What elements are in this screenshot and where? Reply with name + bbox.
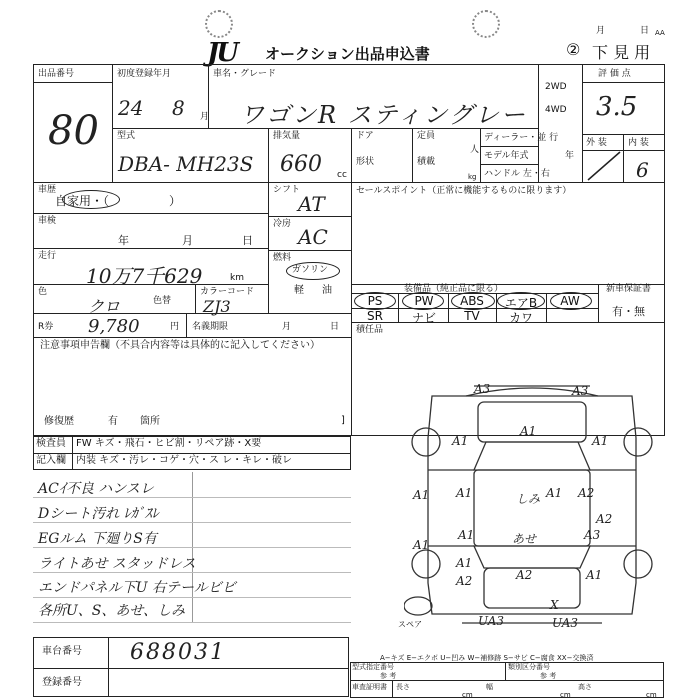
mileage-value: 10万7千629 <box>86 264 203 288</box>
cert-label: 車査証明書 <box>352 683 387 691</box>
shaken-day-unit: 日 <box>242 234 253 247</box>
handle-label: ハンドル 左・右 <box>484 169 550 179</box>
ac-value: AC <box>298 225 328 249</box>
shift-label: シフト <box>273 185 301 195</box>
type-value: DBA- MH23S <box>118 152 254 176</box>
year-unit: 年 <box>565 151 575 161</box>
model-grade-label: 車名・グレード <box>213 69 277 79</box>
color-code-label: カラーコード <box>200 287 255 297</box>
lot-number-value: 80 <box>48 108 99 154</box>
first-reg-label: 初度登録年月 <box>117 69 172 79</box>
model-grade-value: ワゴンR スティングレー <box>240 101 527 129</box>
dmg-mark-21: UA3 <box>552 616 579 630</box>
rating-label: 評 価 点 <box>598 69 631 79</box>
chassis-value: 688031 <box>130 640 226 665</box>
form-title: オークション出品申込書 <box>265 45 430 63</box>
category-ref: 参 考 <box>540 672 557 680</box>
contract-month: 月 <box>282 322 292 332</box>
dmg-mark-4: A1 <box>520 424 537 438</box>
equip-navi: ナビ <box>411 311 436 325</box>
dmg-mark-3: A1 <box>452 434 469 448</box>
color-label: 色 <box>38 287 48 297</box>
repair-has: 有 <box>108 416 118 427</box>
length-cm: cm <box>462 691 473 699</box>
width-cm: cm <box>560 691 571 699</box>
equip-aw: AW <box>560 294 580 308</box>
first-reg-year: 24 <box>118 96 144 120</box>
interior-value: 6 <box>636 158 649 182</box>
color-value: クロ <box>88 297 121 316</box>
equip-sr: SR <box>367 309 383 323</box>
aw-circle <box>550 292 592 310</box>
dmg-mark-16: A3 <box>584 528 601 542</box>
exterior-label: 外 装 <box>586 138 607 148</box>
color-code-value: ZJ3 <box>203 297 231 316</box>
equipment-label: 装備品（純正品に限る） <box>404 284 504 294</box>
type-label: 型式 <box>117 131 136 141</box>
sales-point-label: セールスポイント（正常に機能するものに限ります） <box>356 186 572 196</box>
spare-label: スペア <box>398 620 422 629</box>
shaken-month-unit: 月 <box>182 234 193 247</box>
warranty-value: 有・無 <box>612 305 645 318</box>
repair-label: 修復歴 <box>44 416 74 427</box>
ps-circle <box>354 292 396 310</box>
capacity-unit: 人 <box>470 145 480 155</box>
height-label: 高さ <box>578 683 592 691</box>
record-label: 記入欄 <box>36 455 66 466</box>
shaken-label: 車検 <box>38 216 57 226</box>
fuel-label: 燃料 <box>273 253 292 263</box>
displacement-label: 排気量 <box>273 131 301 141</box>
month-unit: 月 <box>200 112 210 122</box>
category-label: 類別区分番号 <box>508 663 550 671</box>
fuel-gasoline: ガソリン <box>292 265 329 275</box>
note-line-4: ライトあせ スタッドレス <box>38 556 196 572</box>
date-month-label: 月 <box>596 26 606 36</box>
usage-circle <box>62 190 120 209</box>
dmg-mark-9: A2 <box>578 486 595 500</box>
displacement-value: 660 <box>280 152 322 177</box>
equip-tv: TV <box>464 309 480 323</box>
punch-hole-left <box>205 10 233 38</box>
dmg-mark-19: A1 <box>586 568 603 582</box>
contract-label: 名義期限 <box>192 322 229 332</box>
chassis-label: 車台番号 <box>42 646 82 657</box>
height-cm: cm <box>646 691 657 699</box>
lot-number-label: 出品番号 <box>38 69 75 79</box>
interior-label: 内 装 <box>628 138 649 148</box>
fuel-light: 軽 <box>294 285 304 296</box>
width-label: 幅 <box>486 683 493 691</box>
record-line: 内装 キズ・汚レ・コゲ・穴・ス レ・キレ・破レ <box>76 455 293 466</box>
inspector-label: 検査員 <box>36 438 66 449</box>
model-year-label: モデル年式 <box>484 151 529 161</box>
equip-pw: PW <box>414 294 434 308</box>
inspector-line: FW キズ・飛石・ヒビ割・リペア跡・X要 <box>76 438 262 449</box>
equip-ps: PS <box>367 294 383 308</box>
length-label: 長さ <box>396 683 410 691</box>
inspection-label: 下 見 用 <box>592 43 651 62</box>
dmg-mark-6: A1 <box>413 488 430 502</box>
warranty-label: 新車保証書 <box>606 284 652 294</box>
dmg-mark-13: A1 <box>413 538 430 552</box>
dmg-mark-10: A1 <box>458 528 475 542</box>
dmg-mark-8: A1 <box>546 486 563 500</box>
note-line-5: エンドパネル下U 右テールビビ <box>38 580 236 596</box>
ac-label: 冷房 <box>273 219 292 229</box>
cc-unit: cc <box>337 170 347 180</box>
equip-leather: カワ <box>508 311 533 325</box>
4wd-label: 4WD <box>545 105 567 115</box>
dmg-mark-12: A2 <box>596 512 613 526</box>
kg-unit: kg <box>468 173 477 181</box>
yen-unit: 円 <box>170 322 180 332</box>
dmg-mark-22: X <box>550 598 559 612</box>
usage-value: 自家用・（ ） <box>55 194 182 208</box>
dmg-mark-20: UA3 <box>478 614 505 628</box>
damage-legend: A−キズ E−エクボ U−凹み W−補修跡 S−サビ C−腐食 XX−交換済 <box>380 654 594 662</box>
dealer-label: ディーラー・並 行 <box>484 133 559 143</box>
first-reg-month: 8 <box>172 96 185 120</box>
km-unit: km <box>230 273 244 283</box>
dmg-mark-2: A3 <box>572 384 589 398</box>
rating-value: 3.5 <box>596 92 638 122</box>
equip-abs: ABS <box>460 294 484 308</box>
exterior-slash <box>584 150 624 182</box>
dmg-mark-17: A2 <box>456 574 473 588</box>
dmg-mark-14: A1 <box>456 556 473 570</box>
dmg-mark-11: しみ <box>516 492 541 506</box>
door-label: ドア <box>356 131 374 141</box>
note-line-6: 各所U、S、あせ、しみ <box>38 603 185 619</box>
capacity-label: 定員 <box>417 131 436 141</box>
designation-ref: 参 考 <box>380 672 397 680</box>
fuel-diesel: 油 <box>322 285 332 296</box>
date-day-label: 日 <box>640 26 650 36</box>
repair-place: 箇所 <box>140 416 160 427</box>
contract-day: 日 <box>330 322 340 332</box>
load-label: 積載 <box>417 157 436 167</box>
pw-circle <box>402 292 444 310</box>
mileage-label: 走行 <box>38 251 57 261</box>
abs-circle <box>451 292 495 310</box>
equip-airbag: エアB <box>504 296 538 310</box>
recycle-value: 9,780 <box>88 316 140 337</box>
dmg-mark-1: A3 <box>474 382 491 396</box>
dmg-mark-5: A1 <box>592 434 609 448</box>
shaken-year-unit: 年 <box>118 234 129 247</box>
note-line-1: ACｲ不良 ハンスレ <box>38 481 154 497</box>
registration-label: 登録番号 <box>42 677 82 688</box>
punch-hole-right <box>472 10 500 38</box>
designation-label: 型式指定番号 <box>352 663 394 671</box>
logo: JU <box>207 38 236 68</box>
dmg-mark-18: A2 <box>516 568 533 582</box>
note-line-3: EGルム 下廻りS有 <box>38 531 157 547</box>
note-line-2: Dシート汚れ ﾚｶﾞｽﾚ <box>38 506 159 522</box>
airbag-circle <box>497 292 545 310</box>
dmg-mark-7: A1 <box>456 486 473 500</box>
repair-bracket: ] <box>341 415 345 426</box>
shift-value: AT <box>298 192 325 216</box>
aa-label: AA <box>655 29 665 37</box>
color-change-label: 色替 <box>153 296 172 306</box>
usage-label: 車歴 <box>38 185 57 195</box>
shape-label: 形状 <box>356 157 375 167</box>
loaded-items-label: 積任品 <box>356 325 384 335</box>
lane-number: ② <box>566 40 581 59</box>
dmg-mark-15: あせ <box>512 532 537 546</box>
2wd-label: 2WD <box>545 82 567 92</box>
notes-label: 注意事項申告欄（不具合内容等は具体的に記入してください） <box>40 340 320 351</box>
recycle-label: R券 <box>38 322 54 332</box>
